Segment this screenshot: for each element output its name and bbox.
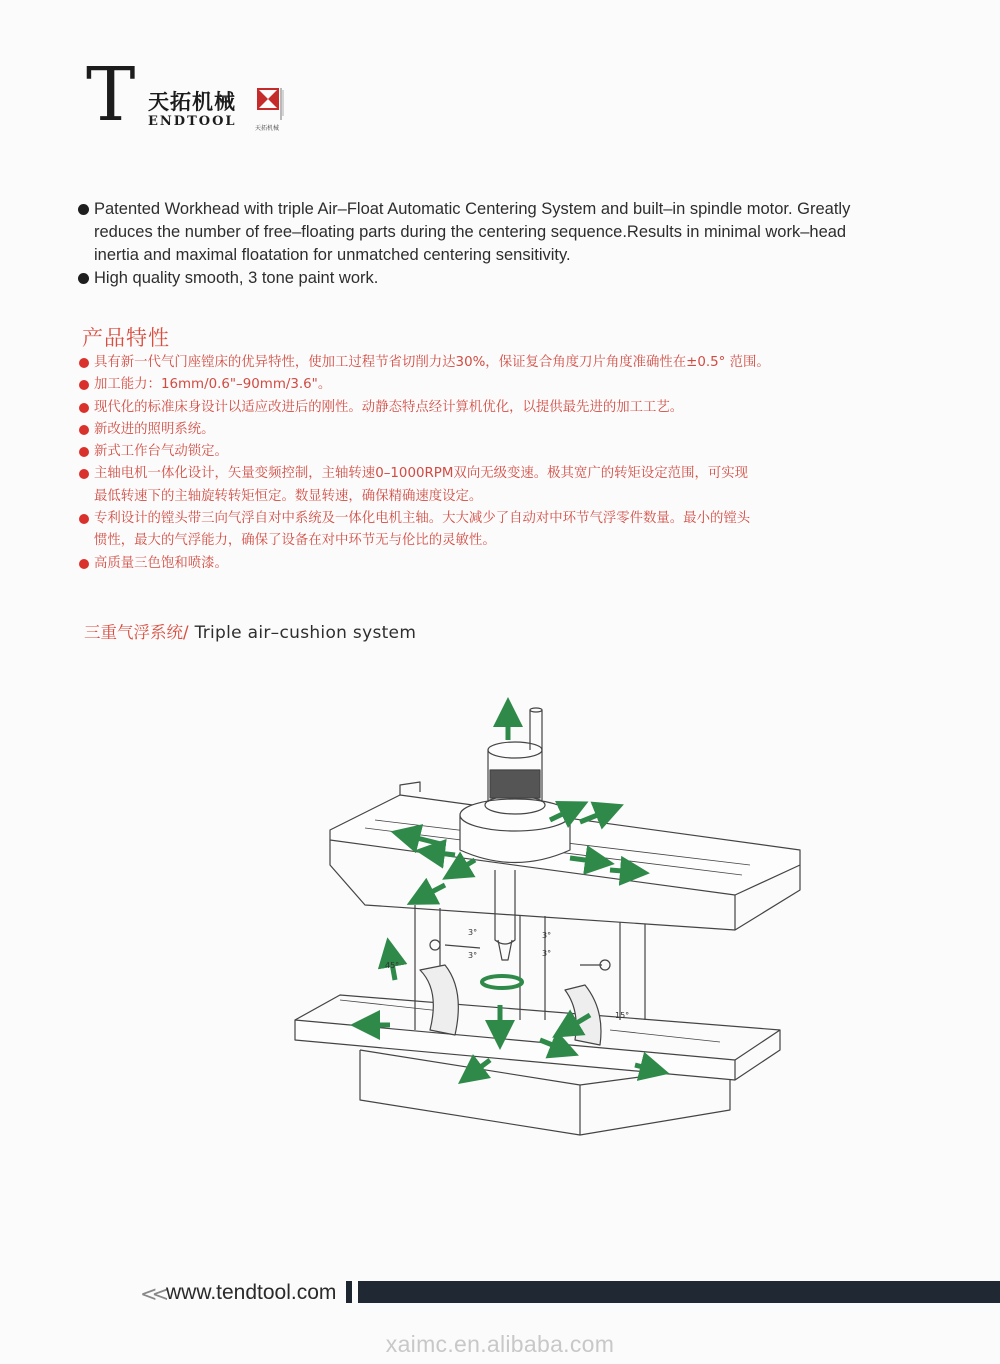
bullet-icon (79, 447, 89, 457)
feature-cn-line: 高质量三色饱和喷漆。 (94, 555, 228, 571)
footer-separator (346, 1281, 352, 1303)
feature-cn-line: 最低转速下的主轴旋转转矩恒定。数显转速，确保精确速度设定。 (94, 488, 483, 504)
footer-bar (358, 1281, 1000, 1303)
company-logo (86, 52, 306, 138)
air-cushion-diagram (280, 690, 820, 1150)
feature-en-line: Patented Workhead with triple Air–Float Automatic Centering System and built–in spindle motor. Greatly (94, 200, 851, 218)
feature-cn-line: 惯性，最大的气浮能力，确保了设备在对中环节无与伦比的灵敏性。 (94, 533, 496, 549)
features-en-list (78, 198, 948, 290)
company-name-en: ENDTOOL (148, 114, 237, 129)
section-title-en: Triple air–cushion system (194, 623, 417, 643)
section-heading (84, 619, 416, 643)
company-name-cn: 天拓机械 (148, 90, 236, 114)
feature-cn-line: 加工能力：16mm/0.6"–90mm/3.6"。 (94, 377, 332, 393)
logo-emblem-icon (255, 86, 285, 128)
feature-cn-item (79, 508, 899, 553)
angle-label: 45° (385, 961, 400, 970)
bullet-icon (79, 514, 89, 524)
section-title-cn: 三重气浮系统/ (84, 623, 189, 642)
feature-en-line: inertia and maximal floatation for unmatched centering sensitivity. (94, 246, 571, 264)
machine-line-drawing (280, 690, 820, 1150)
angle-label: 3° (542, 931, 552, 940)
bullet-icon (79, 425, 89, 435)
logo-emblem-caption: 天拓机械 (255, 125, 280, 132)
feature-cn-item (79, 463, 899, 508)
feature-en-line: High quality smooth, 3 tone paint work. (94, 269, 379, 287)
bullet-icon (79, 559, 89, 569)
feature-cn-item (79, 419, 899, 441)
website-link[interactable]: www.tendtool.com (166, 1281, 337, 1304)
bullet-icon (79, 469, 89, 479)
feature-cn-item (79, 397, 899, 419)
angle-label: 3° (468, 928, 478, 937)
feature-cn-item (79, 374, 899, 396)
feature-en-item (78, 198, 948, 267)
feature-cn-item (79, 352, 899, 374)
feature-cn-line: 新改进的照明系统。 (94, 421, 215, 437)
feature-en-item (78, 267, 948, 290)
logo-letter: T (86, 52, 136, 138)
feature-cn-line: 新式工作台气动锁定。 (94, 444, 228, 460)
feature-cn-line: 主轴电机一体化设计，矢量变频控制，主轴转速0–1000RPM双向无级变速。极其宽广的转矩设定范围，可实现 (94, 466, 749, 482)
angle-label: 3° (468, 951, 478, 960)
feature-cn-item (79, 553, 899, 575)
features-cn-list (79, 352, 899, 575)
bullet-icon (79, 358, 89, 368)
feature-cn-line: 现代化的标准床身设计以适应改进后的刚性。动静态特点经计算机优化，以提供最先进的加工工艺。 (94, 399, 684, 415)
bullet-icon (78, 204, 89, 215)
chevron-left-icon: << (140, 1282, 164, 1306)
bullet-icon (78, 273, 89, 284)
angle-label: 3° (542, 949, 552, 958)
feature-cn-line: 具有新一代气门座镗床的优异特性，使加工过程节省切削力达30%，保证复合角度刀片角度准确性在±0.5° 范围。 (94, 355, 770, 370)
bullet-icon (79, 403, 89, 413)
feature-cn-item (79, 441, 899, 463)
features-cn-title: 产品特性 (82, 326, 170, 350)
feature-cn-line: 专利设计的镗头带三向气浮自对中系统及一体化电机主轴。大大减少了自动对中环节气浮零件数量。最小的镗头 (94, 511, 751, 527)
watermark: xaimc.en.alibaba.com (385, 1331, 615, 1357)
feature-en-line: reduces the number of free–floating parts during the centering sequence.Results in minimal work–head (94, 223, 847, 241)
page-footer (0, 1278, 1000, 1308)
angle-label: 15° (615, 1011, 630, 1020)
bullet-icon (79, 380, 89, 390)
